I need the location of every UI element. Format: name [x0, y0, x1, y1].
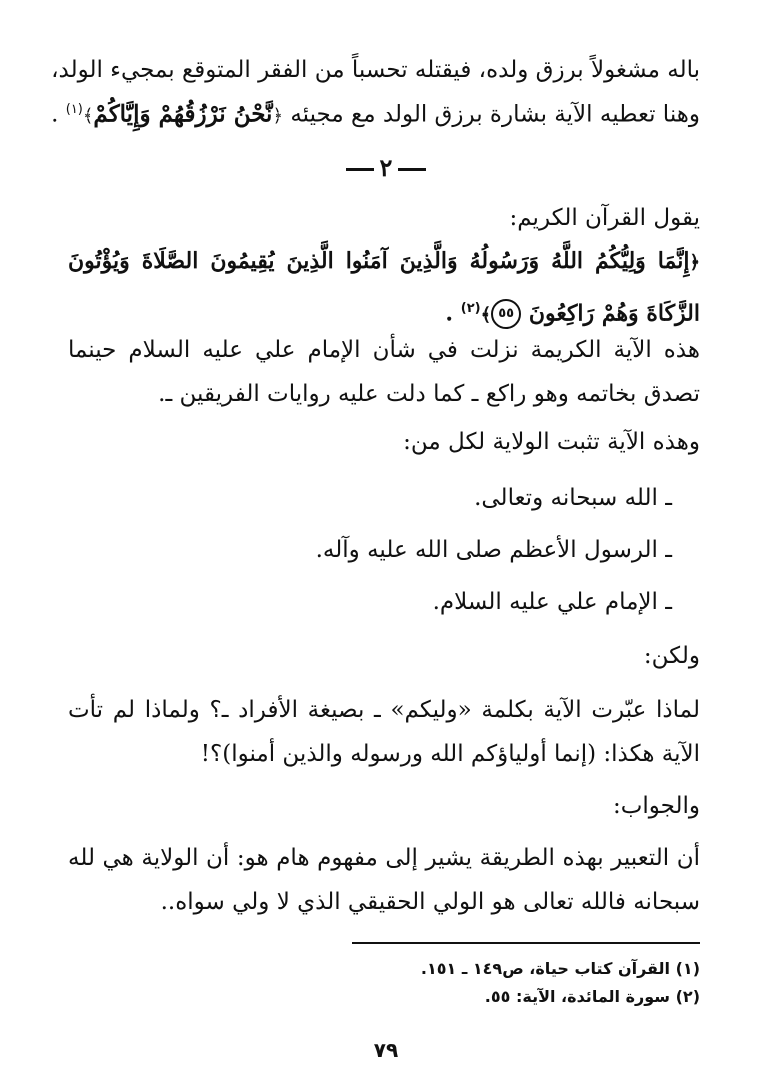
- verse-text: إِنَّمَا وَلِيُّكُمُ اللَّهُ وَرَسُولُهُ وَالَّذِينَ آمَنُوا الَّذِينَ يُقِيمُونَ الصَّلَاةَ وَيُؤْتُونَ الزَّكَاةَ وَهُمْ رَاكِعُونَ: [68, 248, 700, 327]
- section-separator: [0, 153, 772, 182]
- list-item-2: ـ الرسول الأعظم صلى الله عليه وآله.: [315, 537, 672, 563]
- section-number: ٢: [379, 153, 393, 182]
- footnote-2: (٢) سورة المائدة، الآية: ٥٥.: [484, 987, 700, 1006]
- quote-close-bracket: ﴾: [82, 105, 94, 127]
- paragraph-wilaya-intro: وهذه الآية تثبت الولاية لكل من:: [403, 429, 700, 455]
- paragraph-revelation: هذه الآية الكريمة نزلت في شأن الإمام علي عليه السلام حينما تصدق بخاتمه وهو راكع ـ كما دلت عليه روايات الفريقين ـ.: [68, 337, 700, 407]
- answer-label: والجواب:: [612, 793, 700, 819]
- page-number: ٧٩: [373, 1038, 399, 1062]
- answer-paragraph: أن التعبير بهذه الطريقة يشير إلى مفهوم هام هو: أن الولاية هي لله سبحانه فالله تعالى هو الولي الحقيقي الذي لا ولي سواه..: [68, 845, 700, 915]
- quote-open-bracket: ﴿: [272, 105, 284, 127]
- quran-intro: يقول القرآن الكريم:: [509, 205, 700, 231]
- top-paragraph-line-2: [51, 90, 700, 137]
- footnote-ref-1: (١): [65, 102, 83, 117]
- footnote-1: (١) القرآن كتاب حياة، ص١٤٩ ـ ١٥١.: [420, 959, 700, 978]
- quran-verse: [68, 238, 700, 338]
- list-item-3: ـ الإمام علي عليه السلام.: [432, 589, 672, 615]
- footnote-divider: [352, 942, 700, 944]
- footnote-ref-2: (٢): [460, 301, 481, 316]
- question-paragraph: لماذا عبّرت الآية بكلمة «وليكم» ـ بصيغة الأفراد ـ؟ ولماذا لم تأت الآية هكذا: (إنما أولياؤكم الله ورسوله والذين أمنوا)؟!: [68, 697, 700, 767]
- separator-dash-right: [398, 168, 426, 171]
- top-paragraph-line-1: باله مشغولاً برزق ولده، فيقتله تحسباً من الفقر المتوقع بمجيء الولد،: [51, 57, 700, 83]
- list-item-1: ـ الله سبحانه وتعالى.: [474, 485, 672, 511]
- verse-end: .: [445, 300, 454, 327]
- sentence-end: .: [51, 101, 59, 128]
- top-paragraph-text: وهنا تعطيه الآية بشارة برزق الولد مع مجيئه: [290, 101, 700, 128]
- but-label: ولكن:: [643, 643, 700, 669]
- quran-quote: نَّحْنُ نَرْزُقُهُمْ وَإِيَّاكُمْ: [93, 100, 273, 128]
- verse-open-bracket: ﴿: [689, 252, 700, 273]
- ayah-number-mark: ٥٥: [491, 299, 521, 329]
- separator-dash-left: [346, 168, 374, 171]
- verse-close-bracket: ﴾: [480, 304, 492, 326]
